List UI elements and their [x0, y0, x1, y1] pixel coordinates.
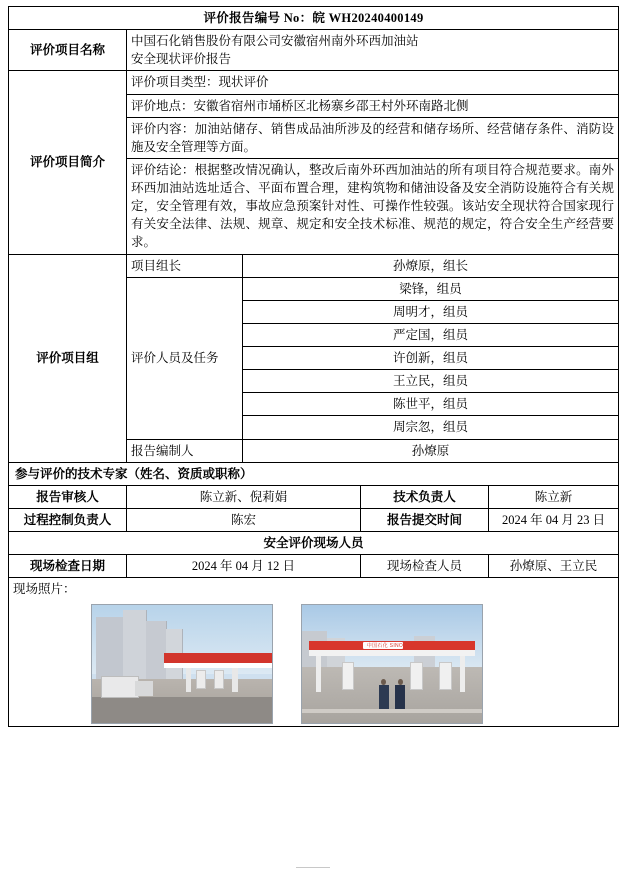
table-row-experts	[9, 462, 619, 485]
photo2-person-body	[379, 685, 389, 710]
photos-label: 现场照片：	[13, 582, 76, 597]
photo2-person	[394, 679, 407, 710]
tech-manager-label: 技术负责人	[361, 485, 489, 508]
photos-cell	[9, 578, 619, 727]
photo1-building	[96, 617, 124, 678]
team-leader-label: 项目组长	[127, 254, 243, 277]
table-row-reviewer	[9, 485, 619, 508]
photo2-fuel-dispenser	[342, 662, 355, 690]
photo1-canopy-underside	[164, 663, 272, 668]
team-member-value: 周宗忽，组员	[243, 416, 619, 439]
report-number-title: 评价报告编号 No：皖 WH20240400149	[9, 7, 619, 30]
photo2-person	[378, 679, 391, 710]
inspect-date-label: 现场检查日期	[9, 555, 127, 578]
team-member-value: 陈世平，组员	[243, 393, 619, 416]
project-team-label: 评价项目组	[9, 254, 127, 462]
page-footer-rule	[296, 867, 330, 868]
project-name-value	[127, 30, 619, 71]
photo1-building	[123, 610, 147, 678]
photo1-fuel-dispenser	[196, 670, 205, 689]
reviewer-label: 报告审核人	[9, 485, 127, 508]
report-editor-value: 孙燎原	[243, 439, 619, 462]
report-page	[0, 6, 626, 870]
photo1-building	[146, 621, 167, 679]
inspect-people-value: 孙燎原、王立民	[489, 555, 619, 578]
table-row-title	[9, 7, 619, 30]
photo1-canopy-column	[232, 668, 237, 692]
table-row-process-manager	[9, 508, 619, 531]
project-intro-label: 评价项目简介	[9, 71, 127, 254]
project-name-label: 评价项目名称	[9, 30, 127, 71]
project-name-line-1: 中国石化销售股份有限公司安徽宿州南外环西加油站	[131, 34, 419, 49]
project-type-value: 评价项目类型：现状评价	[127, 71, 619, 94]
photo1-road	[92, 697, 272, 723]
table-row-team-leader	[9, 254, 619, 277]
table-row-inspection	[9, 555, 619, 578]
experts-section-label: 参与评价的技术专家（姓名、资质或职称）	[9, 462, 619, 485]
process-manager-label: 过程控制负责人	[9, 508, 127, 531]
table-row-onsite-section	[9, 532, 619, 555]
photo2-canopy-column	[316, 656, 321, 691]
team-members-label: 评价人员及任务	[127, 277, 243, 439]
submit-time-value: 2024 年 04 月 23 日	[489, 508, 619, 531]
project-content-value: 评价内容：加油站储存、销售成品油所涉及的经营和储存场所、经营储存条件、消防设施及安全管理等方面。	[127, 117, 619, 158]
photo-row	[13, 604, 614, 724]
photo2-ground	[302, 667, 482, 724]
team-leader-value: 孙燎原，组长	[243, 254, 619, 277]
photo2-canopy-underside	[309, 650, 475, 656]
site-photo-2	[301, 604, 483, 724]
photo1-tanker-truck	[101, 676, 139, 698]
team-member-value: 周明才，组员	[243, 300, 619, 323]
table-row-photos	[9, 578, 619, 727]
report-editor-label: 报告编制人	[127, 439, 243, 462]
photo2-canopy-column	[460, 656, 465, 691]
inspect-date-value: 2024 年 04 月 12 日	[127, 555, 361, 578]
team-member-value: 许创新，组员	[243, 347, 619, 370]
photo1-fuel-dispenser	[214, 670, 223, 689]
tech-manager-value: 陈立新	[489, 485, 619, 508]
photo2-fuel-dispenser	[439, 662, 452, 690]
evaluation-report-table	[8, 6, 619, 727]
team-member-value: 梁锋，组员	[243, 277, 619, 300]
process-manager-value: 陈宏	[127, 508, 361, 531]
photo2-brand-sign-text: 中国石化 SINOPEC	[366, 642, 415, 649]
project-name-line-2: 安全现状评价报告	[131, 52, 232, 67]
table-row-project-name	[9, 30, 619, 71]
submit-time-label: 报告提交时间	[361, 508, 489, 531]
photo1-vehicle	[135, 681, 153, 696]
onsite-section-label: 安全评价现场人员	[9, 532, 619, 555]
photo1-canopy-column	[186, 668, 191, 692]
reviewer-value: 陈立新、倪莉娟	[127, 485, 361, 508]
photo2-pavement-stripe	[302, 709, 482, 713]
photo2-fuel-dispenser	[410, 662, 423, 690]
photo2-person-body	[395, 685, 405, 710]
table-row-project-type	[9, 71, 619, 94]
site-photo-1	[91, 604, 273, 724]
project-location-value: 评价地点：安徽省宿州市埇桥区北杨寨乡邵王村外环南路北侧	[127, 94, 619, 117]
inspect-people-label: 现场检查人员	[361, 555, 489, 578]
project-conclusion-value: 评价结论：根据整改情况确认，整改后南外环西加油站的所有项目符合规范要求。南外环西加油站选址适合、平面布置合理，建构筑物和储油设备及安全消防设施符合有关规定，安全管理有效，事故应急预案针对性、可操作性较强。该站安全现状符合国家现行有关安全法律、法规、规章、规定和安全技术标准、规范的规定，符合安全生产经营要求。	[127, 158, 619, 254]
team-member-value: 王立民，组员	[243, 370, 619, 393]
team-member-value: 严定国，组员	[243, 323, 619, 346]
